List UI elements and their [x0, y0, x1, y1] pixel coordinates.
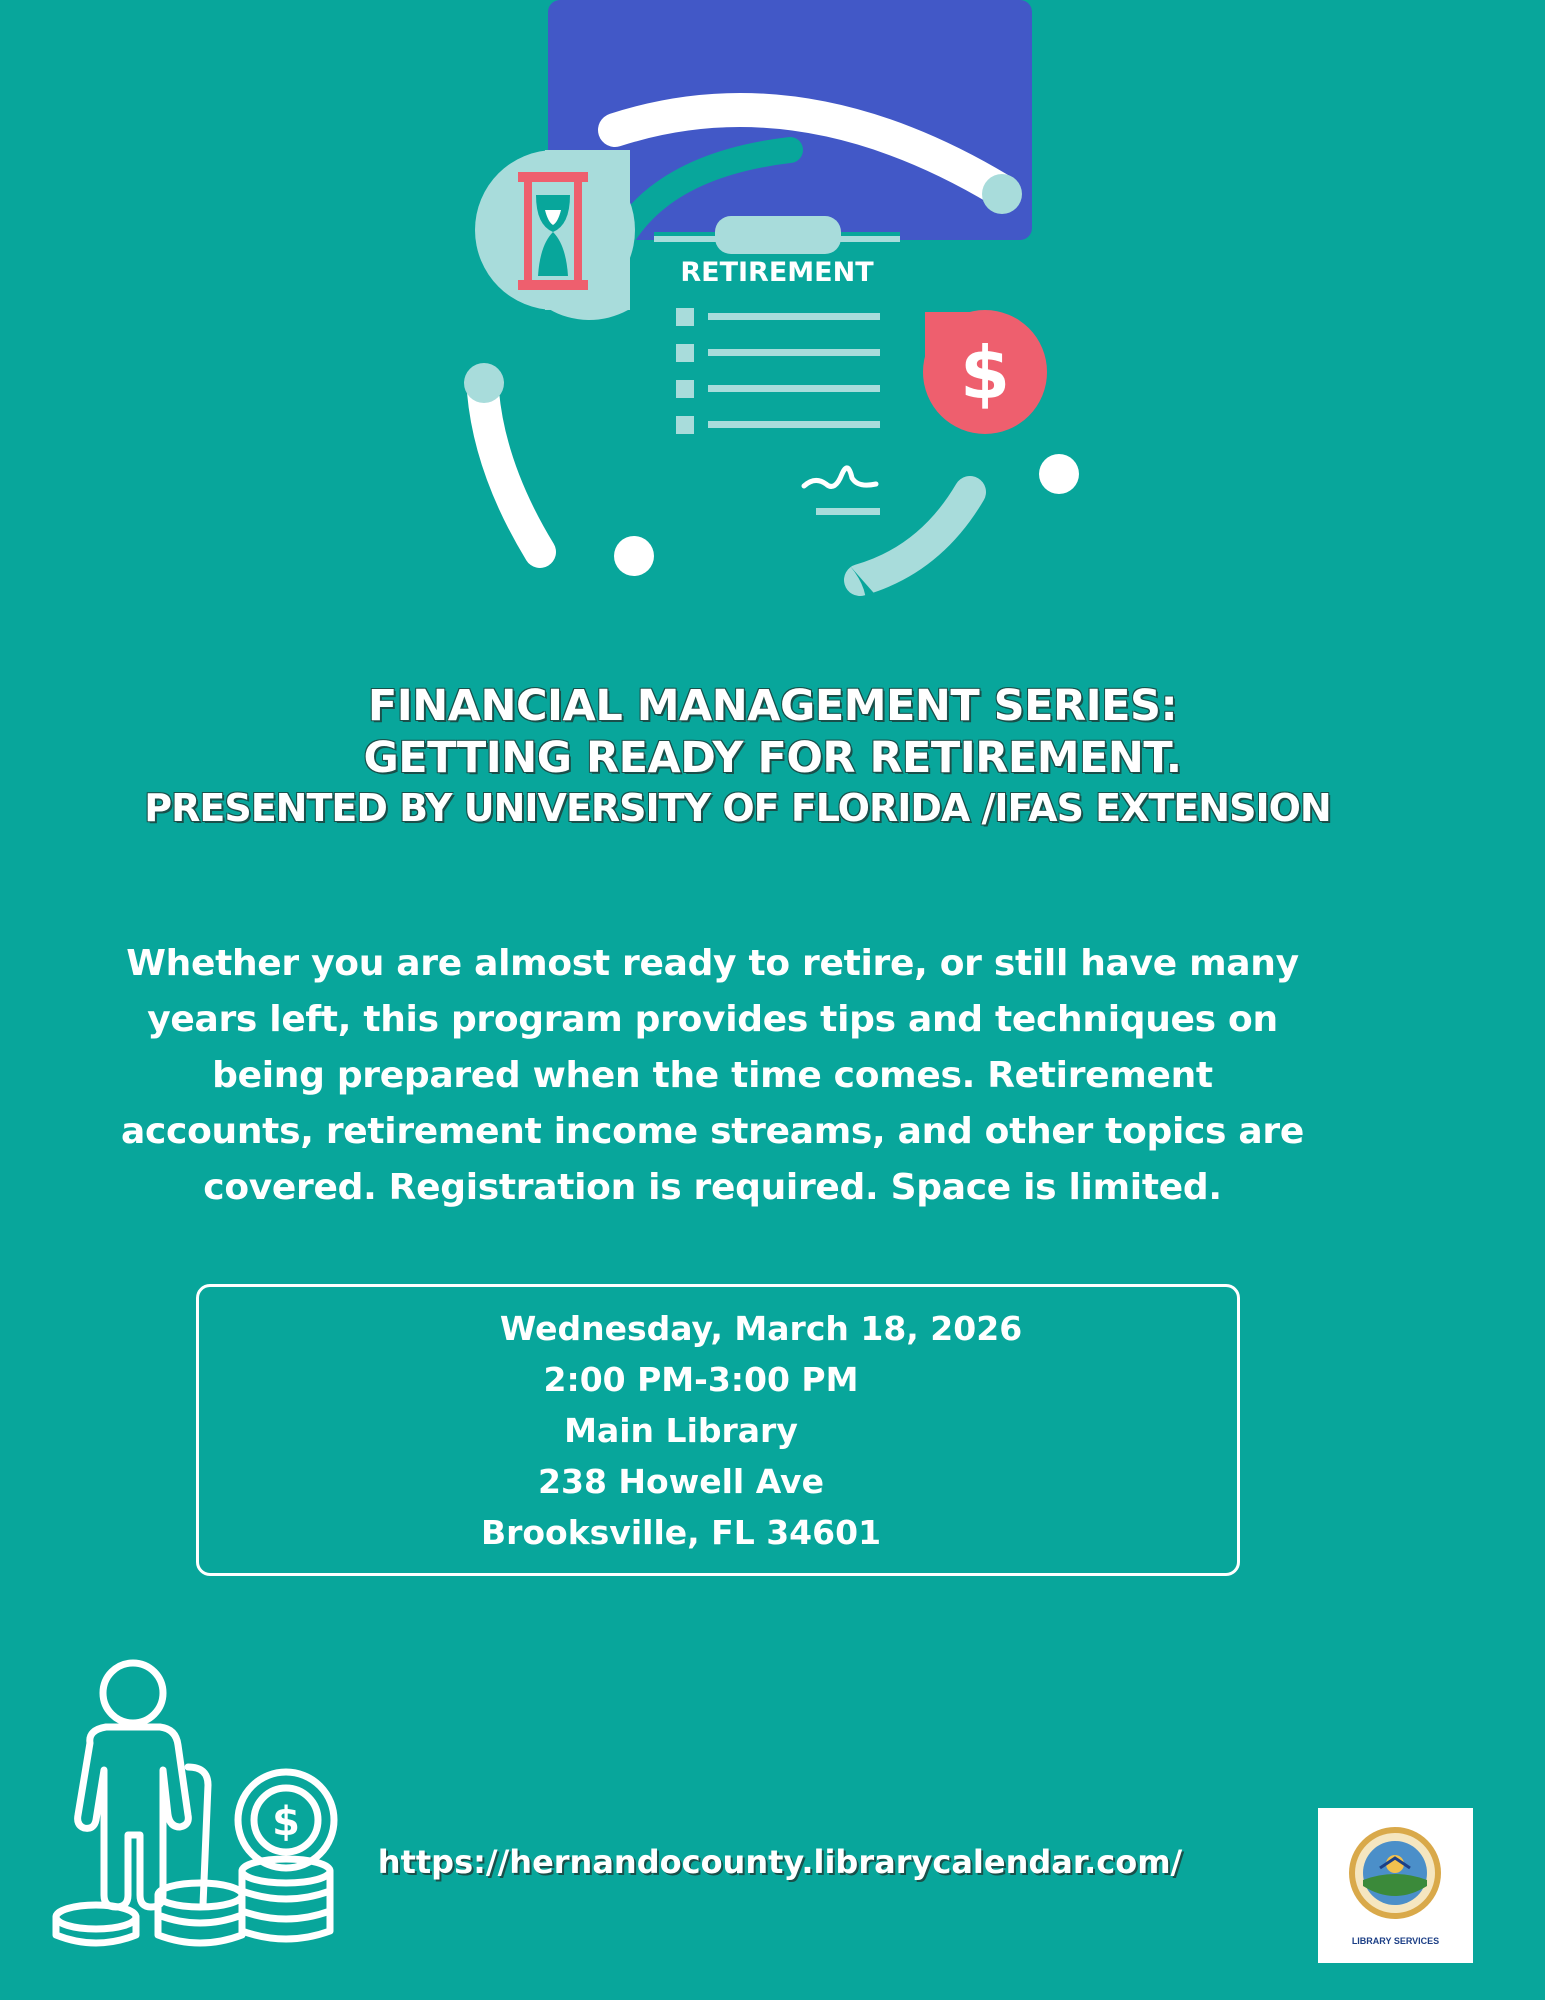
decor-dot	[614, 536, 654, 576]
dollar-badge-icon	[923, 310, 1047, 434]
svg-text:$: $	[959, 331, 1011, 415]
event-city: Brooksville, FL 34601	[480, 1513, 882, 1552]
series-title: FINANCIAL MANAGEMENT SERIES:	[367, 681, 1178, 731]
clipboard-clip	[715, 216, 841, 254]
svg-text:$: $	[272, 1799, 300, 1845]
event-description: Whether you are almost ready to retire, or still have many years left, this program provides tips and techniques on being prepared when the time comes. Retirement accounts, retirement income streams, and other topics are covered. Registration is required. Space is limited.	[121, 943, 1304, 1208]
library-logo	[1318, 1808, 1473, 1963]
event-street: 238 Howell Ave	[538, 1462, 824, 1501]
clipboard-title: RETIREMENT	[680, 257, 874, 288]
decor-dot	[1039, 454, 1079, 494]
hourglass-icon	[475, 150, 635, 320]
county-seal-icon	[1318, 1808, 1473, 1938]
library-services-label: LIBRARY SERVICES	[1351, 1936, 1440, 1946]
event-details-box	[196, 1284, 1240, 1576]
event-date: Wednesday, March 18, 2026	[499, 1309, 1023, 1348]
event-title: GETTING READY FOR RETIREMENT.	[363, 733, 1182, 783]
retirement-illustration	[0, 0, 1545, 640]
decor-arc-left	[483, 392, 540, 552]
website-link[interactable]: https://hernandocounty.librarycalendar.com/	[377, 1843, 1183, 1881]
event-title-block	[0, 680, 1545, 832]
presenter-line: PRESENTED BY UNIVERSITY OF FLORIDA /IFAS EXTENSION	[144, 786, 1331, 830]
event-time: 2:00 PM-3:00 PM	[543, 1360, 859, 1399]
retirement-savings-icon	[48, 1655, 348, 1955]
event-venue: Main Library	[564, 1411, 798, 1450]
